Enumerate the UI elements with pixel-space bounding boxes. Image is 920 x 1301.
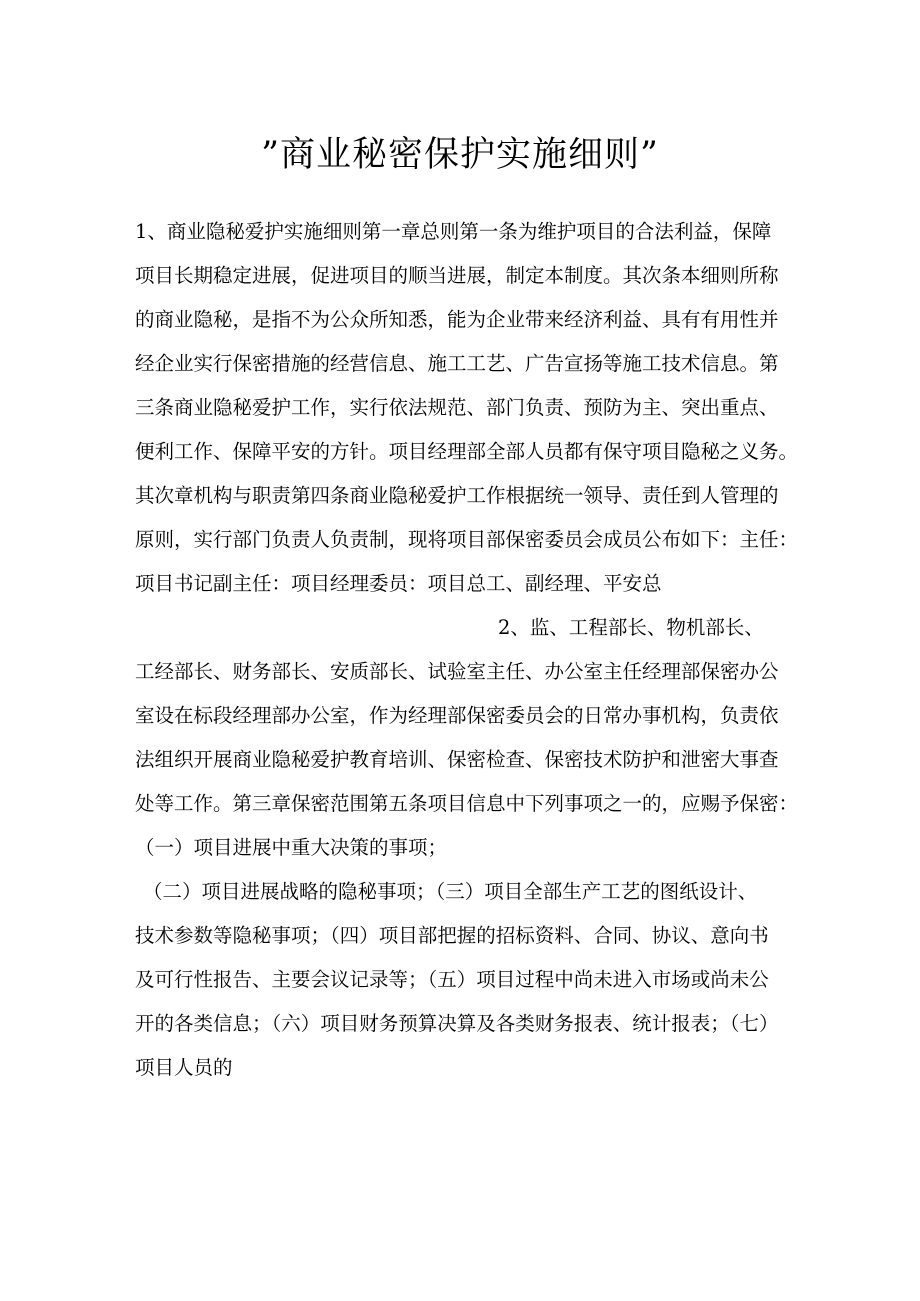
body-line-3: 的商业隐秘，是指不为公众所知悉，能为企业带来经济利益、具有有用性并 [135, 308, 779, 331]
body-line-20: 项目人员的 [135, 1056, 233, 1079]
body-line-16: （二）项目进展战略的隐秘事项；（三）项目全部生产工艺的图纸设计、 [143, 880, 758, 903]
body-line-17: 技术参数等隐秘事项；（四）项目部把握的招标资料、合同、协议、意向书 [135, 924, 769, 947]
body-line-9: 项目书记副主任：项目经理委员：项目总工、副经理、平安总 [135, 572, 662, 595]
body-line-10: 2、监、工程部长、物机部长、 [498, 616, 764, 639]
body-line-12: 室设在标段经理部办公室，作为经理部保密委员会的日常办事机构，负责依 [135, 704, 779, 727]
body-line-2: 项目长期稳定进展，促进项目的顺当进展，制定本制度。其次条本细则所称 [135, 264, 779, 287]
body-line-18: 及可行性报告、主要会议记录等；（五）项目过程中尚未进入市场或尚未公 [135, 968, 769, 991]
body-line-13: 法组织开展商业隐秘爱护教育培训、保密检查、保密技术防护和泄密大事查 [135, 748, 779, 771]
body-line-6: 便利工作、保障平安的方针。项目经理部全部人员都有保守项目隐秘之义务。 [135, 440, 799, 463]
document-title: ”商业秘密保护实施细则” [261, 135, 659, 175]
body-line-19: 开的各类信息；（六）项目财务预算决算及各类财务报表、统计报表；（七） [135, 1012, 779, 1035]
body-line-11: 工经部长、财务部长、安质部长、试验室主任、办公室主任经理部保密办公 [135, 660, 779, 683]
body-line-8: 原则，实行部门负责人负责制，现将项目部保密委员会成员公布如下：主任： [135, 528, 799, 551]
body-line-14: 处等工作。第三章保密范围第五条项目信息中下列事项之一的，应赐予保密： [135, 792, 799, 815]
body-line-7: 其次章机构与职责第四条商业隐秘爱护工作根据统一领导、责任到人管理的 [135, 484, 779, 507]
body-line-1: 1、商业隐秘爱护实施细则第一章总则第一条为维护项目的合法利益，保障 [135, 220, 772, 243]
body-line-4: 经企业实行保密措施的经营信息、施工工艺、广告宣扬等施工技术信息。第 [135, 352, 779, 375]
body-line-5: 三条商业隐秘爱护工作，实行依法规范、部门负责、预防为主、突出重点、 [135, 396, 779, 419]
body-line-15: （一）项目进展中重大决策的事项； [135, 836, 448, 859]
